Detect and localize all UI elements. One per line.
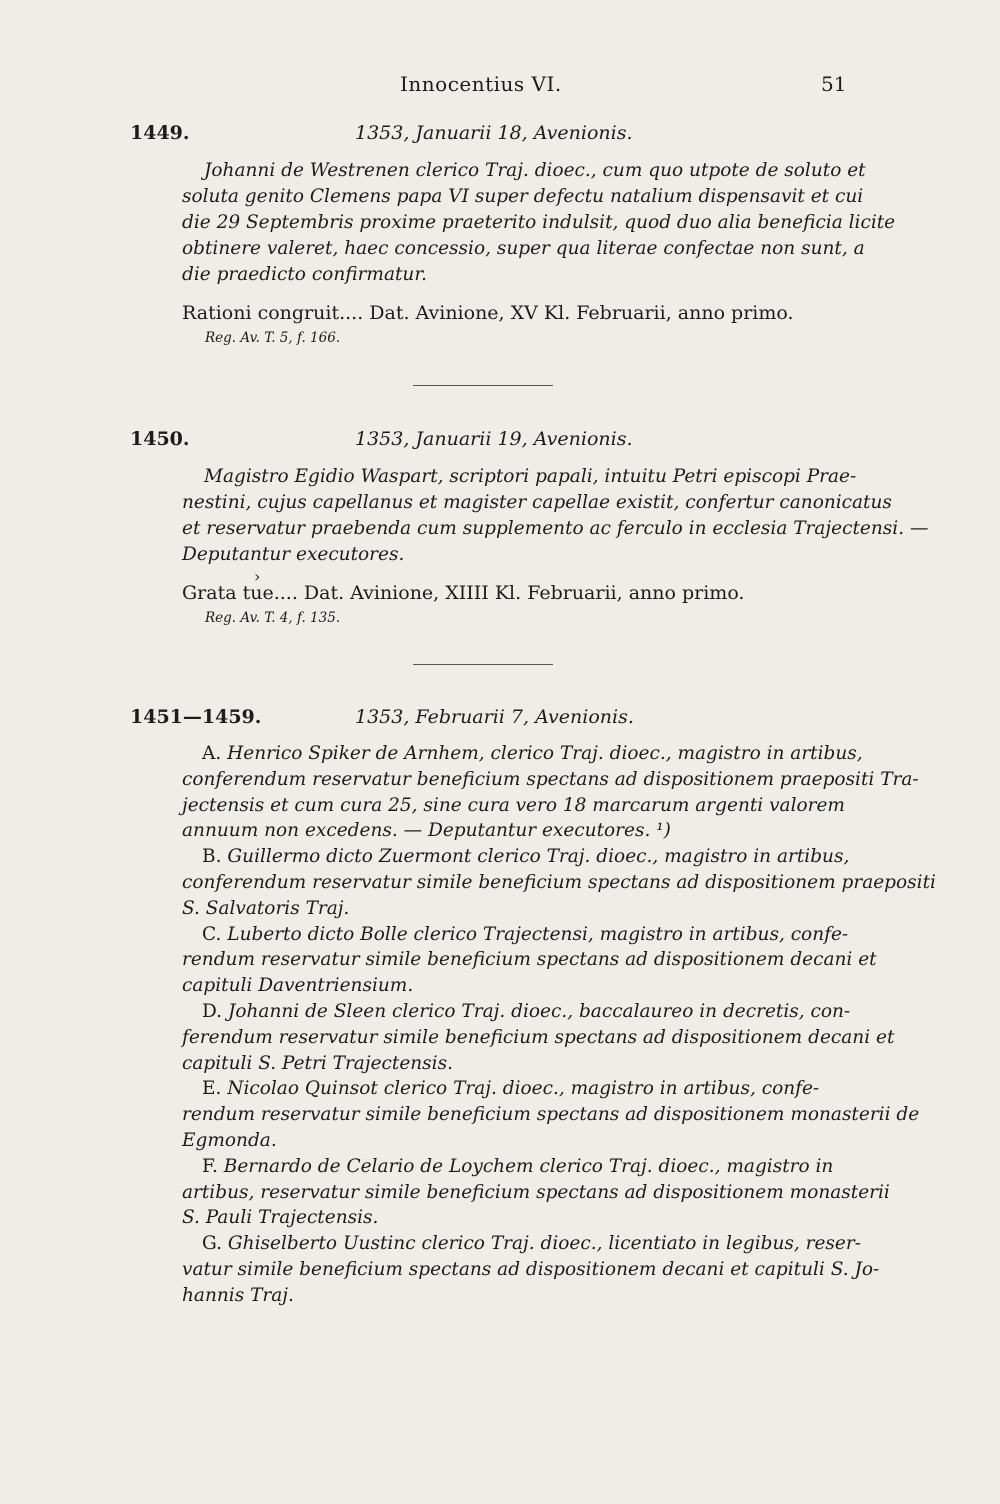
item-line: annuum non excedens. — Deputantur executores. ¹) (182, 820, 671, 842)
body-line: die praedicto confirmatur. (182, 264, 428, 285)
entry-1449-body (182, 158, 896, 288)
item-a (182, 741, 919, 844)
body-line: et reservatur praebenda cum supplemento ac ferculo in ecclesia Trajectensi. — (182, 518, 929, 539)
item-line (182, 1154, 846, 1180)
entry-1450-reference: Reg. Av. T. 4, f. 135. (205, 610, 341, 626)
entry-1449-header (0, 122, 1000, 152)
item-line (182, 1076, 846, 1102)
item-line: vatur simile beneficium spectans ad dispositionem decani et capituli S. Jo- (182, 1258, 880, 1280)
item-line: rendum reservatur simile beneficium spectans ad dispositionem monasterii de (182, 1104, 920, 1126)
body-line: Magistro Egidio Waspart, scriptori papali, intuitu Petri episcopi Prae- (204, 466, 857, 487)
item-letter: E. (202, 1078, 222, 1100)
body-line: Johanni de Westrenen clerico Traj. dioec., cum quo utpote de soluto et (204, 160, 866, 181)
item-letter: G. (202, 1233, 222, 1255)
entry-1449-closing: Rationi congruit.... Dat. Avinione, XV Kl. Februarii, anno primo. (182, 302, 794, 324)
item-line: capituli Daventriensium. (182, 975, 414, 997)
item-line: conferendum reservatur simile beneficium spectans ad dispositionem praepositi (182, 871, 936, 893)
item-line (182, 741, 863, 767)
body-line: soluta genito Clemens papa VI super defectu natalium dispensavit et cui (182, 186, 864, 207)
entry-1451-header (0, 706, 1000, 736)
item-letter: F. (202, 1155, 218, 1177)
item-line: jectensis et cum cura 25, sine cura vero 18 marcarum argenti valorem (182, 794, 845, 816)
item-text: Guillermo dicto Zuermont clerico Traj. dioec., magistro in artibus, (227, 846, 850, 868)
item-line: capituli S. Petri Trajectensis. (182, 1052, 453, 1074)
stray-mark: › (254, 567, 261, 586)
item-c (182, 922, 877, 999)
item-letter: A. (202, 743, 222, 764)
entry-1449-date: 1353, Januarii 18, Avenionis. (355, 122, 633, 144)
item-line: hannis Traj. (182, 1284, 294, 1306)
entry-1449-number: 1449. (130, 122, 190, 144)
item-text: Ghiselberto Uustinc clerico Traj. dioec., licentiato in legibus, reser- (227, 1233, 861, 1255)
item-line: rendum reservatur simile beneficium spectans ad dispositionem decani et (182, 949, 877, 971)
item-e (182, 1076, 920, 1153)
entry-1450-header (0, 428, 1000, 458)
item-letter: C. (202, 923, 222, 945)
body-line: die 29 Septembris proxime praeterito indulsit, quod duo alia beneficia licite (182, 212, 896, 233)
item-b (182, 844, 936, 921)
entry-1451-date: 1353, Februarii 7, Avenionis. (355, 706, 634, 728)
page-number: 51 (821, 72, 847, 96)
entry-1450-body (182, 464, 929, 568)
entry-1449-reference: Reg. Av. T. 5, f. 166. (205, 330, 341, 346)
item-text: Nicolao Quinsot clerico Traj. dioec., magistro in artibus, confe- (227, 1078, 820, 1100)
separator-rule (413, 385, 553, 386)
item-g (182, 1231, 880, 1308)
item-line (182, 1231, 861, 1257)
item-line (182, 999, 851, 1025)
entry-1450-date: 1353, Januarii 19, Avenionis. (355, 428, 633, 450)
item-line: S. Pauli Trajectensis. (182, 1207, 379, 1229)
item-text: Henrico Spiker de Arnhem, clerico Traj. dioec., magistro in artibus, (227, 743, 863, 764)
item-line (182, 922, 849, 948)
item-line (182, 844, 850, 870)
separator-rule (413, 664, 553, 665)
running-head: Innocentius VI. (400, 72, 562, 96)
body-line: nestini, cujus capellanus et magister capellae existit, confertur canonicatus (182, 492, 892, 513)
item-text: Johanni de Sleen clerico Traj. dioec., baccalaureo in decretis, con- (227, 1000, 851, 1022)
item-text: Luberto dicto Bolle clerico Trajectensi, magistro in artibus, confe- (227, 923, 849, 945)
item-line: Egmonda. (182, 1129, 277, 1151)
entry-1451-number: 1451—1459. (130, 706, 262, 728)
item-f (182, 1154, 890, 1231)
item-text: Bernardo de Celario de Loychem clerico Traj. dioec., magistro in (223, 1155, 834, 1177)
item-line: ferendum reservatur simile beneficium spectans ad dispositionem decani et (182, 1026, 895, 1048)
item-line: conferendum reservatur beneficium spectans ad dispositionem praepositi Tra- (182, 768, 919, 790)
body-line: Deputantur executores. (182, 544, 405, 565)
entry-1450-closing: Grata tue.... Dat. Avinione, XIIII Kl. Februarii, anno primo. (182, 582, 745, 604)
item-line: S. Salvatoris Traj. (182, 897, 350, 919)
entry-1451-items (182, 741, 936, 1309)
item-d (182, 999, 895, 1076)
entry-1450-number: 1450. (130, 428, 190, 450)
item-letter: D. (202, 1000, 223, 1022)
item-letter: B. (202, 846, 222, 868)
body-line: obtinere valeret, haec concessio, super qua literae confectae non sunt, a (182, 238, 865, 259)
item-line: artibus, reservatur simile beneficium spectans ad dispositionem monasterii (182, 1181, 890, 1203)
